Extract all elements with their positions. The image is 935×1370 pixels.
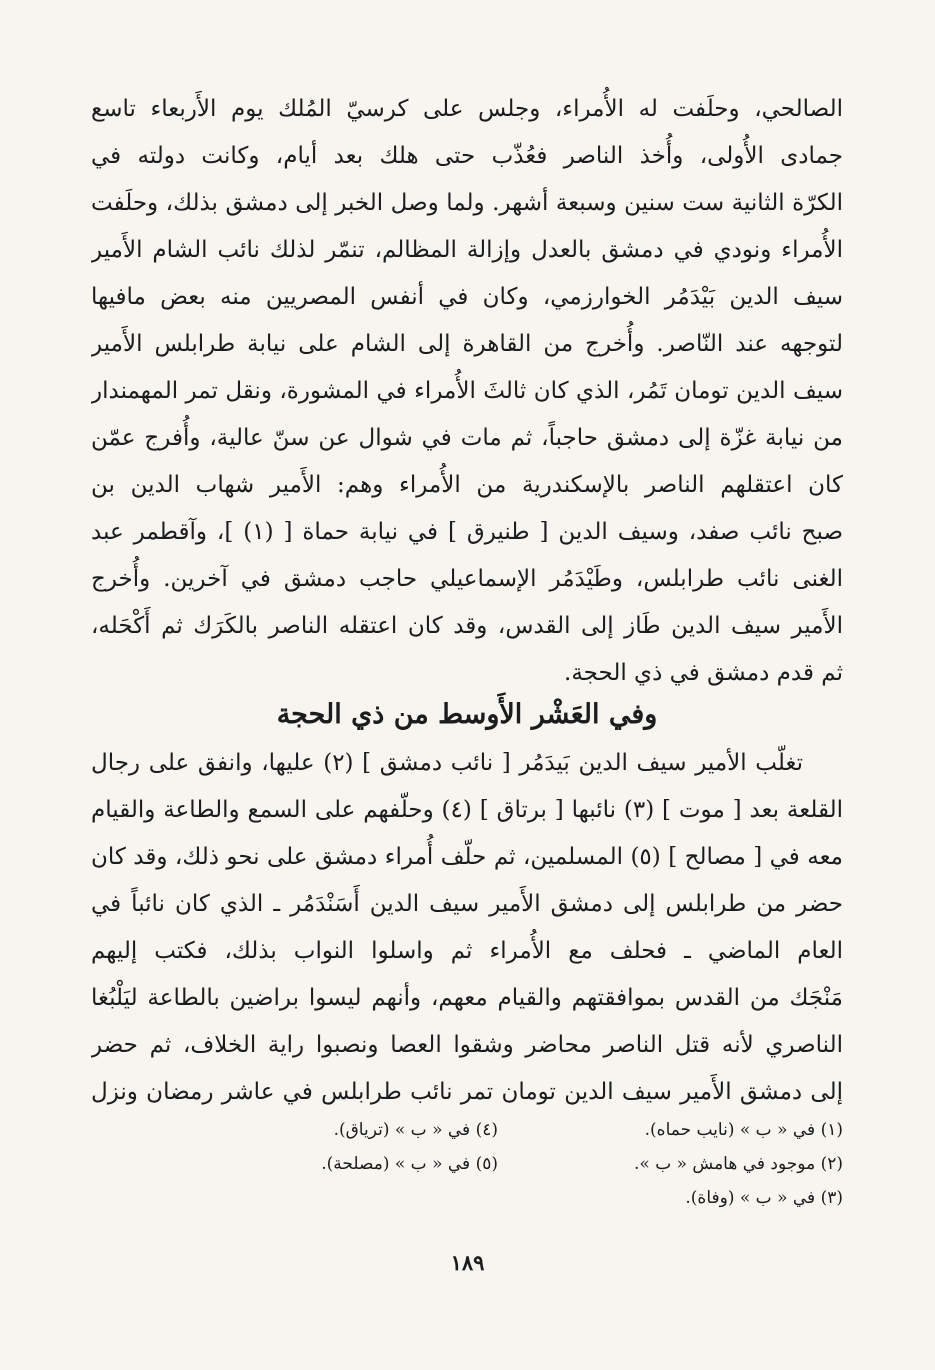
footnote: (٢) موجود في هامش « ب ».: [633, 1154, 843, 1174]
section-heading: وفي العَشْر الأَوسط من ذي الحجة: [276, 699, 658, 730]
text-line: حضر من طرابلس إلى دمشق الأَمير سيف الدين أَسَنْدَمُر ـ الذي كان نائباً في: [91, 891, 843, 917]
text-line: لتوجهه عند النّاصر. وأُخرج من القاهرة إلى الشام على نيابة طرابلس الأَمير: [91, 331, 843, 357]
text-line: الغنى نائب طرابلس، وطَيْدَمُر الإسماعيلي حاجب دمشق في آخرين. وأُخرج: [91, 566, 843, 592]
text-line: سيف الدين بَيْدَمُر الخوارزمي، وكان في أنفس المصريين منه بعض مافيها: [91, 284, 843, 310]
body-paragraph: [91, 86, 843, 697]
text-line: كان اعتقلهم الناصر بالإسكندرية من الأُمراء وهم: الأَمير شهاب الدين بن: [91, 472, 843, 498]
text-line: من نيابة غزّة إلى دمشق حاجباً، ثم مات في شوال عن سنّ عالية، وأُفرج عمّن: [91, 425, 843, 451]
text-line: تغلّب الأمير سيف الدين بَيدَمُر [ نائب دمشق ] (٢) عليها، وانفق على رجال: [91, 750, 804, 776]
footnote: (٥) في « ب » (مصلحة).: [321, 1154, 498, 1174]
text-line: ثم قدم دمشق في ذي الحجة.: [564, 660, 843, 686]
text-line: الأَمير سيف الدين طَاز إلى القدس، وقد كان اعتقله الناصر بالكَرَك ثم أَكْحَله،: [91, 613, 843, 639]
text-line: إلى دمشق الأَمير سيف الدين تومان تمر نائب طرابلس في عاشر رمضان ونزل: [91, 1079, 843, 1105]
text-line: جمادى الأُولى، وأُخذ الناصر فعُذّب حتى هلك بعد أيام، وكانت دولته في: [91, 143, 843, 169]
text-line: الكرّة الثانية ست سنين وسبعة أشهر. ولما وصل الخبر إلى دمشق بذلك، وحلَفت: [91, 190, 843, 216]
footnotes-column-right: [513, 1113, 843, 1215]
page-number: ١٨٩: [450, 1250, 485, 1275]
text-line: الصالحي، وحلَفت له الأُمراء، وجلس على كرسيّ المُلك يوم الأَربعاء تاسع: [91, 96, 843, 122]
text-line: القلعة بعد [ موت ] (٣) نائبها [ برتاق ] (٤) وحلّفهم على السمع والطاعة والقيام: [91, 797, 843, 823]
text-line: الناصري لأنه قتل الناصر محاضر وشقوا العصا ونصبوا راية الخلاف، ثم حضر: [91, 1032, 843, 1058]
text-line: سيف الدين تومان تَمُر، الذي كان ثالثَ الأُمراء في المشورة، ونقل تمر المهمندار: [91, 378, 843, 404]
section-paragraph: [91, 740, 843, 1116]
footnote: (١) في « ب » (نايب حماه).: [644, 1120, 843, 1140]
footnote: (٣) في « ب » (وفاة).: [685, 1188, 843, 1208]
footnotes-column-left: [248, 1113, 498, 1181]
text-line: الأُمراء ونودي في دمشق بالعدل وإزالة المظالم، تنمّر لذلك نائب الشام الأَمير: [91, 237, 843, 263]
text-line: مَنْجَك من القدس بموافقتهم والقيام معهم، وأنهم ليسوا براضين بالطاعة ليَلْبُغا: [91, 985, 843, 1011]
text-line: معه في [ مصالح ] (٥) المسلمين، ثم حلّف أُمراء دمشق على نحو ذلك، وقد كان: [91, 844, 843, 870]
text-line: صبح نائب صفد، وسيف الدين [ طنيرق ] في نيابة حماة [ (١) ]، وآقطمر عبد: [91, 519, 843, 545]
text-line: العام الماضي ـ فحلف مع الأُمراء ثم واسلوا النواب بذلك، فكتب إليهم: [91, 938, 843, 964]
footnote: (٤) في « ب » (ترياق).: [333, 1120, 498, 1140]
